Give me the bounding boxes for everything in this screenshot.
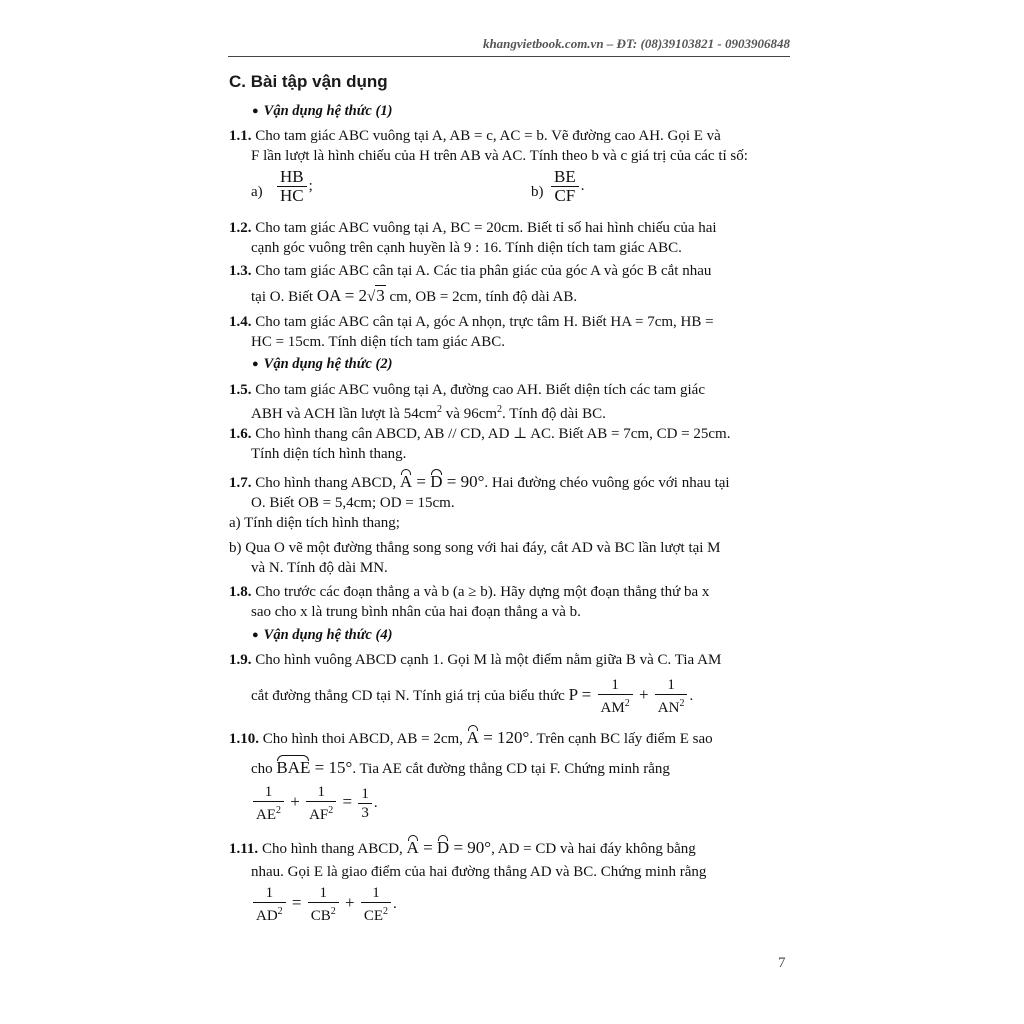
exercise-text: , AD = CD và hai đáy không bằng [491,841,696,857]
page-number: 7 [778,955,786,971]
fraction-denominator: $AD^2$ [256,906,283,924]
option-b-label: b) [531,184,544,200]
exercise-text: Cho hình thoi ABCD, AB = 2cm, [259,731,467,747]
option-a-fraction [275,168,313,205]
exercise-text: F lần lượt là hình chiếu của H trên AB và AC. Tính theo b và c giá trị của các tỉ số: [251,148,748,164]
equals: = [287,892,306,912]
fraction-numerator: 1 [361,884,391,903]
subsection-2-label: Vận dụng hệ thức (2) [263,356,393,372]
exercise-text: Cho trước các đoạn thẳng a và b (a ≥ b). Hãy dựng một đoạn thẳng thứ ba x [251,584,710,600]
angle-value: = 90° [442,472,485,491]
exercise-1-2 [229,218,789,258]
exercise-text: Cho tam giác ABC cân tại A, góc A nhọn, trực tâm H. Biết HA = 7cm, HB = [251,314,714,330]
exercise-text: sao cho x là trung bình nhân của hai đoạn thẳng a và b. [251,604,581,620]
exercise-text: ABH và ACH lần lượt là 54cm [251,406,438,422]
exercise-text: Cho hình thang cân ABCD, AB // CD, AD ⊥ AC. Biết AB = 7cm, CD = 25cm. [251,426,731,442]
exercise-1-7 [229,472,789,578]
exercise-1-1 [229,126,789,166]
fraction-numerator: BE [551,168,579,187]
angle-value: = 120° [478,728,530,747]
exercise-text: Cho hình thang ABCD, [258,841,407,857]
exercise-text: . Tia AE cắt đường thẳng CD tại F. Chứng minh rằng [352,761,670,777]
equals: = [412,472,431,491]
fraction-numerator: 1 [358,785,372,804]
exercise-number: 1.4. [229,314,252,330]
fraction-denominator: $AF^2$ [309,805,334,823]
punctuation: ; [308,177,313,194]
exercise-text: . Trên cạnh BC lấy điểm E sao [529,731,713,747]
fraction-numerator: 1 [306,783,336,802]
subsection-2 [252,356,392,373]
sqrt-radicand: 3 [376,286,385,305]
exercise-text: . Tính độ dài BC. [502,406,606,422]
exercise-text: Cho tam giác ABC vuông tại A, AB = c, AC = b. Vẽ đường cao AH. Gọi E và [251,128,721,144]
fraction-numerator: 1 [308,884,339,903]
exercise-text: nhau. Gọi E là giao điểm của hai đường thẳng AD và BC. Chứng minh rằng [251,864,707,880]
exercise-1-6 [229,424,789,464]
fraction-denominator: $CB^2$ [310,906,336,924]
exercise-text: O. Biết OB = 5,4cm; OD = 15cm. [251,495,455,511]
angle-bae: BAE [276,758,311,777]
angle-a: A [406,838,419,857]
angle-a: A [399,472,413,491]
formula-p: P = [568,684,596,704]
fraction-denominator: $AE^2$ [256,805,281,823]
exercise-text: Cho hình vuông ABCD cạnh 1. Gọi M là một điểm nằm giữa B và C. Tia AM [251,652,722,668]
angle-value: = 15° [310,758,353,777]
exercise-text: cạnh góc vuông trên cạnh huyền là 9 : 16. Tính diện tích tam giác ABC. [251,240,682,256]
angle-d: D [436,838,450,857]
exercise-number: 1.2. [229,220,252,236]
exercise-text: cho [251,761,277,777]
angle-d: D [430,472,443,491]
exercise-text: và 96cm [442,406,498,422]
exercise-number: 1.5. [229,382,252,398]
exercise-text: Cho tam giác ABC cân tại A. Các tia phân giác của góc A và góc B cắt nhau [251,263,712,279]
exercise-number: 1.7. [229,475,252,491]
plus: + [634,684,653,704]
bullet-icon: ● [252,105,259,117]
equals: = [418,838,437,857]
punctuation: . [580,177,585,194]
subsection-3 [252,627,392,644]
punctuation: . [373,794,378,811]
exercise-1-8 [229,582,789,622]
exercise-number: 1.3. [229,263,252,279]
fraction-denominator: 3 [361,805,369,821]
exercise-1-3 [229,261,789,307]
exercise-number: 1.6. [229,426,252,442]
exercise-text: Cho tam giác ABC vuông tại A, BC = 20cm. Biết tỉ số hai hình chiếu của hai [251,220,717,236]
equals: = [338,791,357,811]
plus: + [286,791,305,811]
fraction-denominator: $AN^2$ [657,698,685,716]
exercise-text: Cho tam giác ABC vuông tại A, đường cao AH. Biết diện tích các tam giác [251,382,705,398]
exercise-number: 1.9. [229,652,252,668]
exercise-number: 1.8. [229,584,252,600]
exercise-part-b-cont: và N. Tính độ dài MN. [251,560,388,576]
exercise-part-b: b) Qua O vẽ một đường thẳng song song với hai đáy, cắt AD và BC lần lượt tại M [229,540,721,556]
exercise-text: HC = 15cm. Tính diện tích tam giác ABC. [251,334,505,350]
exercise-1-9 [229,650,789,717]
sqrt-icon: √ [367,289,376,305]
exercise-text: tại O. Biết [251,289,317,305]
exercise-text: cm, OB = 2cm, tính độ dài AB. [385,289,578,305]
superscript: 2 [437,404,443,415]
subsection-1 [252,103,392,120]
exercise-1-4 [229,312,789,352]
exercise-text: . Hai đường chéo vuông góc với nhau tại [484,475,730,491]
fraction-numerator: 1 [598,676,633,695]
option-a-label: a) [251,184,263,200]
fraction-numerator: 1 [253,783,284,802]
fraction-denominator: HC [280,186,304,205]
exercise-text: cắt đường thẳng CD tại N. Tính giá trị của biểu thức [251,687,569,704]
exercise-number: 1.10. [229,731,259,747]
formula-oa: OA = 2 [316,286,368,305]
fraction-numerator: HB [277,168,307,187]
exercise-1-10 [229,728,789,824]
exercise-text: Tính diện tích hình thang. [251,446,407,462]
superscript: 2 [497,404,503,415]
bullet-icon: ● [252,358,259,370]
exercise-part-a: a) Tính diện tích hình thang; [229,515,400,531]
exercise-number: 1.11. [229,841,259,857]
exercise-number: 1.1. [229,128,252,144]
page-header: khangvietbook.com.vn – ĐT: (08)39103821 - 0903906848 [228,36,790,57]
exercise-1-5 [229,380,789,424]
plus: + [340,892,359,912]
subsection-3-label: Vận dụng hệ thức (4) [263,627,393,643]
fraction-denominator: $CE^2$ [363,906,389,924]
fraction-numerator: 1 [253,884,286,903]
section-title: C. Bài tập vận dụng [229,72,388,91]
fraction-denominator: $AM^2$ [600,698,630,716]
exercise-text: Cho hình thang ABCD, [251,475,400,491]
fraction-numerator: 1 [655,676,688,695]
fraction-denominator: CF [554,186,576,205]
punctuation: . [393,895,397,912]
option-b-fraction [549,168,584,205]
exercise-1-11 [229,838,789,925]
subsection-1-label: Vận dụng hệ thức (1) [263,103,393,119]
angle-a: A [466,728,479,747]
angle-value: = 90° [449,838,492,857]
punctuation: . [689,687,694,704]
bullet-icon: ● [252,629,259,641]
